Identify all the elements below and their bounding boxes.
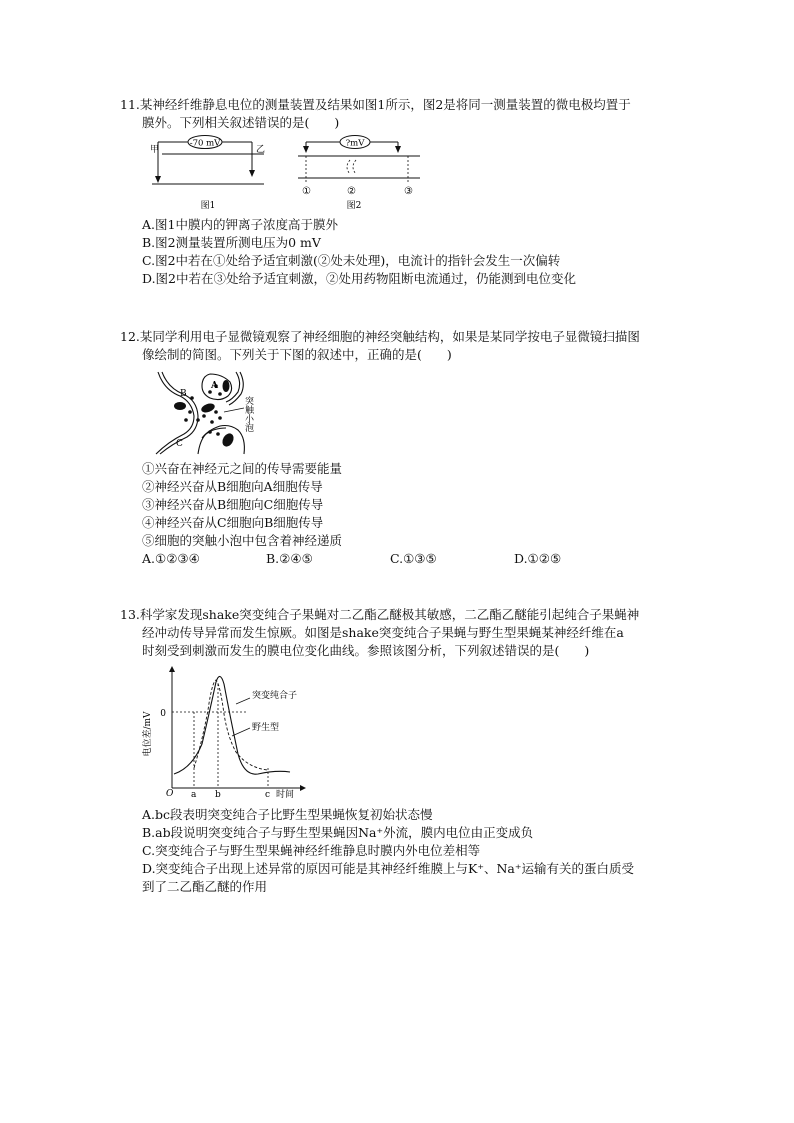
q12-option-b: B.②④⑤ xyxy=(266,551,313,566)
q13-legend-wildtype: 野生型 xyxy=(252,723,280,733)
q11-option-d: D.图2中若在③处给予适宜刺激，②处用药物阻断电流通过，仍能测到电位变化 xyxy=(142,271,577,286)
q13-ylabel: 电位差/mV xyxy=(143,711,153,757)
q13-option-b: B.ab段说明突变纯合子与野生型果蝇因Na⁺外流，膜内电位由正变成负 xyxy=(142,825,534,840)
q13-options xyxy=(120,806,710,896)
q11-fig2-point-3: ③ xyxy=(404,186,413,197)
q13-ytick-0: 0 xyxy=(160,709,166,719)
q11-fig2-point-1: ① xyxy=(302,186,311,197)
q11-figure2 xyxy=(298,136,420,212)
q13-xtick-a: a xyxy=(191,790,197,800)
q11-fig1-left-label: 甲 xyxy=(150,145,160,155)
q13-stem-line2: 经冲动传导异常而发生惊厥。如图是shake突变纯合子果蝇与野生型果蝇某神经纤维在a xyxy=(142,625,624,640)
q12-statement-3: ③神经兴奋从B细胞向C细胞传导 xyxy=(142,497,324,512)
q11-option-b: B.图2测量装置所测电压为0 mV xyxy=(142,235,321,250)
q12-statement-1: ①兴奋在神经元之间的传导需要能量 xyxy=(142,461,343,476)
question-12 xyxy=(120,328,710,364)
q11-option-c: C.图2中若在①处给予适宜刺激(②处未处理)，电流计的指针会发生一次偏转 xyxy=(142,253,561,268)
q11-fig2-point-2: ② xyxy=(347,186,356,197)
q11-figure xyxy=(142,134,432,214)
q13-xtick-o: O xyxy=(166,789,174,799)
q12-statement-5: ⑤细胞的突触小泡中包含着神经递质 xyxy=(142,533,343,548)
q13-legend-mutant: 突变纯合子 xyxy=(252,691,298,701)
q11-figure1 xyxy=(150,136,265,212)
q12-statement-2: ②神经兴奋从B细胞向A细胞传导 xyxy=(142,479,323,494)
q12-option-c: C.①③⑤ xyxy=(390,551,437,566)
q11-stem-line2: 膜外。下列相关叙述错误的是( ) xyxy=(142,115,340,130)
q11-options xyxy=(120,216,710,288)
q13-option-d: D.突变纯合子出现上述异常的原因可能是其神经纤维膜上与K⁺、Na⁺运输有关的蛋白质受 xyxy=(142,861,634,876)
q12-stem-line1: 12.某同学利用电子显微镜观察了神经细胞的神经突触结构，如果是某同学按电子显微镜扫描图 xyxy=(120,329,640,344)
q12-stem-line2: 像绘制的简图。下列关于下图的叙述中，正确的是( ) xyxy=(142,347,452,362)
question-13 xyxy=(120,606,710,660)
question-11 xyxy=(120,96,710,132)
q13-stem-line1: 13.科学家发现shake突变纯合子果蝇对二乙酯乙醚极其敏感，二乙酯乙醚能引起纯合子果蝇神 xyxy=(120,607,640,622)
q13-stem-line3: 时刻受到刺激而发生的膜电位变化曲线。参照该图分析，下列叙述错误的是( ) xyxy=(142,643,590,658)
q12-side-label: 突触小泡 xyxy=(243,396,253,432)
q13-xlabel: 时间 xyxy=(276,790,295,800)
q11-fig1-caption: 图1 xyxy=(200,201,216,211)
q13-option-c: C.突变纯合子与野生型果蝇神经纤维静息时膜内外电位差相等 xyxy=(142,843,481,858)
q13-chart xyxy=(140,664,310,800)
q12-synapse-figure xyxy=(150,368,270,458)
q11-fig1-right-label: 乙 xyxy=(256,145,266,155)
q12-label-b: B xyxy=(180,389,187,399)
q11-fig2-caption: 图2 xyxy=(346,201,362,211)
q11-fig1-meter: -70 mV xyxy=(189,138,221,149)
q13-xtick-b: b xyxy=(215,790,221,800)
q12-label-a: A xyxy=(211,381,218,391)
q12-options xyxy=(120,550,710,568)
q12-option-d: D.①②⑤ xyxy=(514,551,562,566)
q12-label-c: C xyxy=(176,439,183,449)
q13-option-a: A.bc段表明突变纯合子比野生型果蝇恢复初始状态慢 xyxy=(142,807,433,822)
q11-stem-line1: 11.某神经纤维静息电位的测量装置及结果如图1所示，图2是将同一测量装置的微电极均置于 xyxy=(120,97,631,112)
q13-option-d-cont: 到了二乙酯乙醚的作用 xyxy=(142,879,268,894)
q13-xtick-c: c xyxy=(265,790,271,800)
q12-option-a: A.①②③④ xyxy=(142,551,200,566)
q12-statement-4: ④神经兴奋从C细胞向B细胞传导 xyxy=(142,515,324,530)
q11-fig2-meter: ?mV xyxy=(345,138,365,149)
q12-statements xyxy=(120,460,710,568)
q11-option-a: A.图1中膜内的钾离子浓度高于膜外 xyxy=(142,217,338,232)
